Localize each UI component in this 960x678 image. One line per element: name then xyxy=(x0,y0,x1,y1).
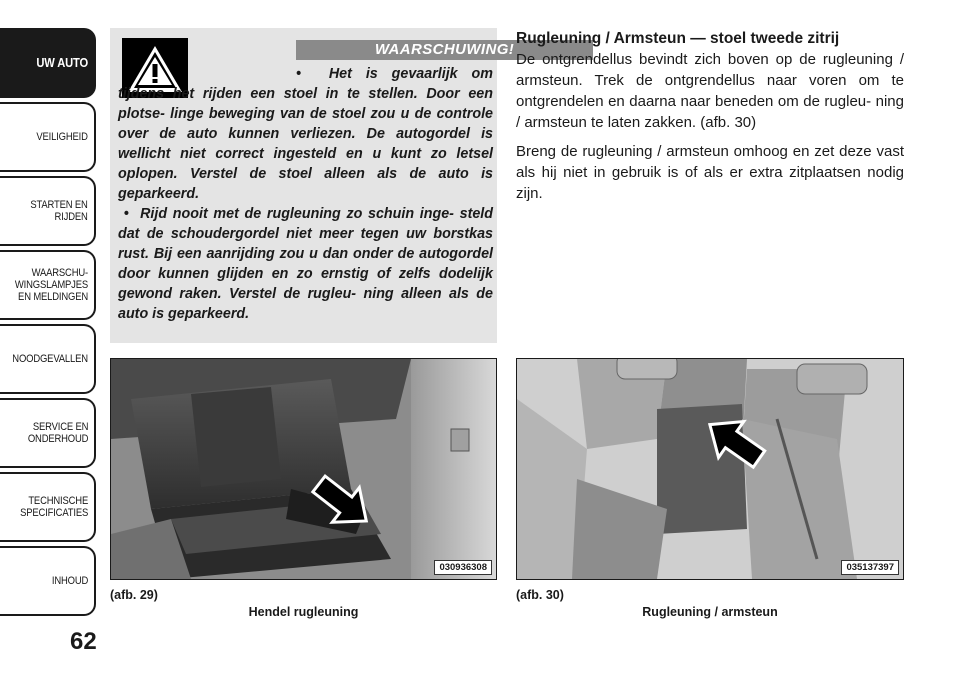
warning-text xyxy=(118,64,493,324)
tab-label: WAARSCHU- WINGSLAMPJES EN MELDINGEN xyxy=(14,267,88,303)
figure-caption: Rugleuning / armsteun xyxy=(642,605,778,619)
tab-label: TECHNISCHE SPECIFICATIES xyxy=(19,495,88,519)
figure-code: 035137397 xyxy=(841,560,899,575)
section-paragraph-1: De ontgrendellus bevindt zich boven op de rugleuning / armsteun. Trek de ontgrendellus naar voren om te ontgrendelen en daarna naar beneden om de rugleu- ning / armsteun te laten zakken. (afb. 30) xyxy=(516,51,904,131)
tab-waarschuwingslampjes[interactable] xyxy=(0,250,96,320)
warning-bullet-2: • Rijd nooit met de rugleuning zo schuin inge- steld dat de schoudergordel niet meer tegen uw borstkas rust. Bij een aanrijding zou u dan onder de autogordel door kunnen glijden en zo ernstig of zelfs dodelijk gewond raken. Verstel de rugleu- ning alleen als de auto is geparkeerd. xyxy=(118,206,494,322)
tab-inhoud[interactable] xyxy=(0,546,96,616)
figure-armrest xyxy=(516,358,904,580)
tab-service-en-onderhoud[interactable] xyxy=(0,398,96,468)
figure-caption: Hendel rugleuning xyxy=(248,605,359,619)
section-armrest xyxy=(516,28,904,204)
figure-seat-lever xyxy=(110,358,497,580)
armrest-illustration xyxy=(517,359,903,579)
tab-label: NOODGEVALLEN xyxy=(12,353,88,365)
section-paragraph-2: Breng de rugleuning / armsteun omhoog en zet deze vast als hij niet in gebruik is of als er extra zitplaatsen nodig zijn. xyxy=(516,143,904,202)
tab-uw-auto[interactable] xyxy=(0,28,96,98)
warning-title: WAARSCHUWING! xyxy=(296,40,593,60)
warning-bullet-1: • Het is gevaarlijk om tijdens het rijden een stoel in te stellen. Door een plotse- linge beweging van de stoel zou u de controle over de auto kunnen verliezen. De autogordel is wellicht niet correct ingesteld en u kunt zo letsel oplopen. Verstel de stoel alleen als de auto is geparkeerd. xyxy=(118,66,494,202)
seat-lever-illustration xyxy=(111,359,496,579)
tab-label: SERVICE EN ONDERHOUD xyxy=(27,421,88,445)
warning-bullet-1-text: Het is gevaarlijk om tijdens het rijden een stoel in te stellen. Door een plotse- linge beweging van de stoel zou u de controle over de auto kunnen verliezen. De autogordel is wellicht niet correct ingesteld en u kunt zo letsel oplopen. Verstel de stoel alleen als de auto is geparkeerd. xyxy=(118,66,494,202)
tab-veiligheid[interactable] xyxy=(0,102,96,172)
figure-reference: (afb. 30) xyxy=(516,588,564,602)
tab-noodgevallen[interactable] xyxy=(0,324,96,394)
tab-technische-specificaties[interactable] xyxy=(0,472,96,542)
tab-starten-en-rijden[interactable] xyxy=(0,176,96,246)
tab-label: VEILIGHEID xyxy=(36,131,88,143)
tab-label: INHOUD xyxy=(51,575,88,587)
tab-label: UW AUTO xyxy=(36,55,88,70)
figure-reference: (afb. 29) xyxy=(110,588,158,602)
warning-box xyxy=(110,28,515,343)
page-number: 62 xyxy=(70,628,97,655)
warning-bullet-2-text: Rijd nooit met de rugleuning zo schuin inge- steld dat de schoudergordel niet meer tegen uw borstkas rust. Bij een aanrijding zou u dan onder de autogordel door kunnen glijden en zo ernstig of zelfs dodelijk gewond raken. Verstel de rugleu- ning alleen als de auto is geparkeerd. xyxy=(118,206,494,322)
figure-code: 030936308 xyxy=(434,560,492,575)
section-heading: Rugleuning / Armsteun — stoel tweede zitrij xyxy=(516,30,840,47)
tab-label: STARTEN EN RIJDEN xyxy=(30,199,88,223)
